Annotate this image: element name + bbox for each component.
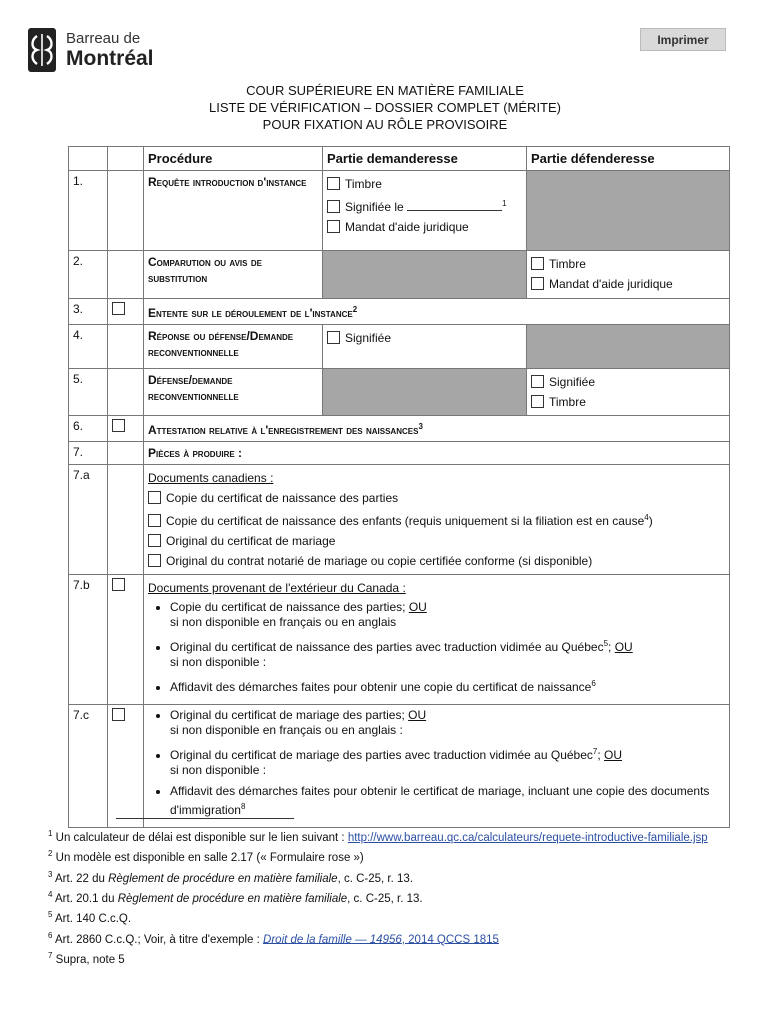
doc-label: Original du certificat de mariage bbox=[166, 534, 336, 548]
row-number: 7.b bbox=[69, 575, 108, 705]
logo-line1: Barreau de bbox=[66, 30, 141, 47]
row-number: 2. bbox=[69, 251, 108, 299]
checkbox-mandat[interactable] bbox=[327, 220, 340, 233]
row-number: 5. bbox=[69, 369, 108, 416]
procedure-label: Requête introduction d'instance bbox=[144, 171, 323, 251]
checkbox-row6[interactable] bbox=[112, 419, 125, 432]
option-label: Mandat d'aide juridique bbox=[345, 220, 469, 234]
checkbox-row7c[interactable] bbox=[112, 708, 125, 721]
col-demanderesse: Partie demanderesse bbox=[323, 147, 527, 171]
checkbox-signifiee[interactable] bbox=[327, 331, 340, 344]
footnote-ref: 2 bbox=[352, 305, 358, 314]
col-procedure: Procédure bbox=[144, 147, 323, 171]
footnote-7: $^7$ Supra, note 5 bbox=[48, 950, 125, 966]
title-line2: LISTE DE VÉRIFICATION – DOSSIER COMPLET (MÉRITE) bbox=[208, 100, 561, 115]
print-button[interactable]: Imprimer bbox=[640, 28, 726, 51]
bullet-list bbox=[148, 600, 725, 695]
table-row bbox=[69, 325, 730, 369]
document-title bbox=[0, 82, 770, 133]
list-item: • Original du certificat de mariage des parties avec traduction vidimée au Québec$^7$; OU si non disponible : bbox=[170, 744, 725, 778]
option-label: Signifiée le bbox=[345, 200, 404, 214]
gray-cell bbox=[527, 325, 730, 369]
procedure-label: Réponse ou défense/Demande reconventionnelle bbox=[144, 325, 323, 369]
checkbox-row7b[interactable] bbox=[112, 578, 125, 591]
logo-mark-icon bbox=[28, 28, 56, 72]
gray-cell bbox=[527, 171, 730, 251]
option-label: Timbre bbox=[549, 257, 586, 271]
option-label: Timbre bbox=[345, 177, 382, 191]
checkbox-signifiee[interactable] bbox=[531, 375, 544, 388]
title-line3: POUR FIXATION AU RÔLE PROVISOIRE bbox=[262, 117, 508, 132]
footnote-3: $^3$ Art. 22 du Règlement de procédure en matière familiale, c. C-25, r. 13. bbox=[48, 869, 413, 885]
option-label: Signifiée bbox=[549, 375, 596, 389]
section-heading: Documents canadiens : bbox=[148, 471, 274, 485]
footnote-2: $^2$ Un modèle est disponible en salle 2.17 (« Formulaire rose ») bbox=[48, 849, 364, 865]
footnote-ref: 4 bbox=[644, 513, 649, 522]
footnote-1: $^1$ Un calculateur de délai est disponible sur le lien suivant : http://www.barreau.qc.ca/calculateurs/requete-introductive-familiale.jsp bbox=[48, 829, 708, 844]
table-row bbox=[69, 251, 730, 299]
checkbox-doc[interactable] bbox=[148, 534, 161, 547]
checkbox-row3[interactable] bbox=[112, 302, 125, 315]
list-item: • Affidavit des démarches faites pour obtenir une copie du certificat de naissance$^6$ bbox=[170, 676, 725, 695]
doc-label-end: ) bbox=[648, 514, 653, 528]
option-label: Timbre bbox=[549, 395, 586, 409]
footnotes bbox=[48, 826, 708, 968]
table-row bbox=[69, 465, 730, 575]
table-row bbox=[69, 299, 730, 325]
table-row bbox=[69, 171, 730, 251]
row-number: 1. bbox=[69, 171, 108, 251]
col-defenderesse: Partie défenderesse bbox=[527, 147, 730, 171]
row-number: 3. bbox=[69, 299, 108, 325]
row-number: 7.c bbox=[69, 705, 108, 828]
procedure-label: Pièces à produire : bbox=[144, 442, 730, 465]
table-row bbox=[69, 575, 730, 705]
footnote-ref: 1 bbox=[502, 199, 507, 208]
case-link[interactable]: Droit de la famille — 14956, 2014 QCCS 1815 bbox=[263, 933, 499, 946]
list-item: • Original du certificat de mariage des parties; OU si non disponible en français ou en anglais : bbox=[170, 708, 725, 738]
calculator-link[interactable]: http://www.barreau.qc.ca/calculateurs/requete-introductive-familiale.jsp bbox=[347, 831, 708, 844]
option-label: Mandat d'aide juridique bbox=[549, 277, 673, 291]
footnote-ref: 3 bbox=[418, 422, 423, 431]
table-row bbox=[69, 705, 730, 828]
checkbox-doc[interactable] bbox=[148, 491, 161, 504]
logo-line2: Montréal bbox=[66, 47, 154, 70]
table-row bbox=[69, 369, 730, 416]
list-item: • Copie du certificat de naissance des parties; OU si non disponible en français ou en anglais bbox=[170, 600, 725, 630]
table-header-row bbox=[69, 147, 730, 171]
list-item: • Affidavit des démarches faites pour obtenir le certificat de mariage, incluant une copie des documents d'immigration$^8$ bbox=[170, 784, 725, 818]
checkbox-timbre[interactable] bbox=[531, 395, 544, 408]
section-heading: Documents provenant de l'extérieur du Canada : bbox=[148, 581, 406, 595]
footnote-divider bbox=[116, 818, 294, 819]
checkbox-mandat[interactable] bbox=[531, 277, 544, 290]
title-line1: COUR SUPÉRIEURE EN MATIÈRE FAMILIALE bbox=[246, 83, 524, 98]
row-number: 7. bbox=[69, 442, 108, 465]
checklist-table bbox=[68, 146, 730, 828]
procedure-label: Entente sur le déroulement de l'instance bbox=[148, 306, 353, 320]
footnote-6: $^6$ Art. 2860 C.c.Q.; Voir, à titre d'exemple : Droit de la famille — 14956, 2014 QCCS 1815 bbox=[48, 930, 499, 946]
barreau-logo bbox=[28, 28, 154, 72]
option-label: Signifiée bbox=[345, 331, 392, 345]
checkbox-doc[interactable] bbox=[148, 514, 161, 527]
bullet-list bbox=[148, 708, 725, 818]
list-item: • Original du certificat de naissance des parties avec traduction vidimée au Québec$^5$; OU si non disponible : bbox=[170, 636, 725, 670]
row-number: 7.a bbox=[69, 465, 108, 575]
checkbox-timbre[interactable] bbox=[531, 257, 544, 270]
checkbox-signifiee[interactable] bbox=[327, 200, 340, 213]
checkbox-doc[interactable] bbox=[148, 554, 161, 567]
procedure-label: Attestation relative à l'enregistrement des naissances bbox=[148, 423, 419, 437]
row-number: 6. bbox=[69, 416, 108, 442]
table-row bbox=[69, 416, 730, 442]
gray-cell bbox=[323, 369, 527, 416]
table-row bbox=[69, 442, 730, 465]
footnote-5: $^5$ Art. 140 C.c.Q. bbox=[48, 910, 132, 926]
row-number: 4. bbox=[69, 325, 108, 369]
footnote-4: $^4$ Art. 20.1 du Règlement de procédure en matière familiale, c. C-25, r. 13. bbox=[48, 889, 423, 905]
date-field[interactable] bbox=[407, 200, 502, 211]
gray-cell bbox=[323, 251, 527, 299]
doc-label: Copie du certificat de naissance des parties bbox=[166, 491, 399, 505]
procedure-label: Défense/demande reconventionnelle bbox=[144, 369, 323, 416]
doc-label: Original du contrat notarié de mariage ou copie certifiée conforme (si disponible) bbox=[166, 554, 593, 568]
checkbox-timbre[interactable] bbox=[327, 177, 340, 190]
procedure-label: Comparution ou avis de substitution bbox=[144, 251, 323, 299]
doc-label: Copie du certificat de naissance des enfants (requis uniquement si la filiation est en cause bbox=[166, 514, 645, 528]
